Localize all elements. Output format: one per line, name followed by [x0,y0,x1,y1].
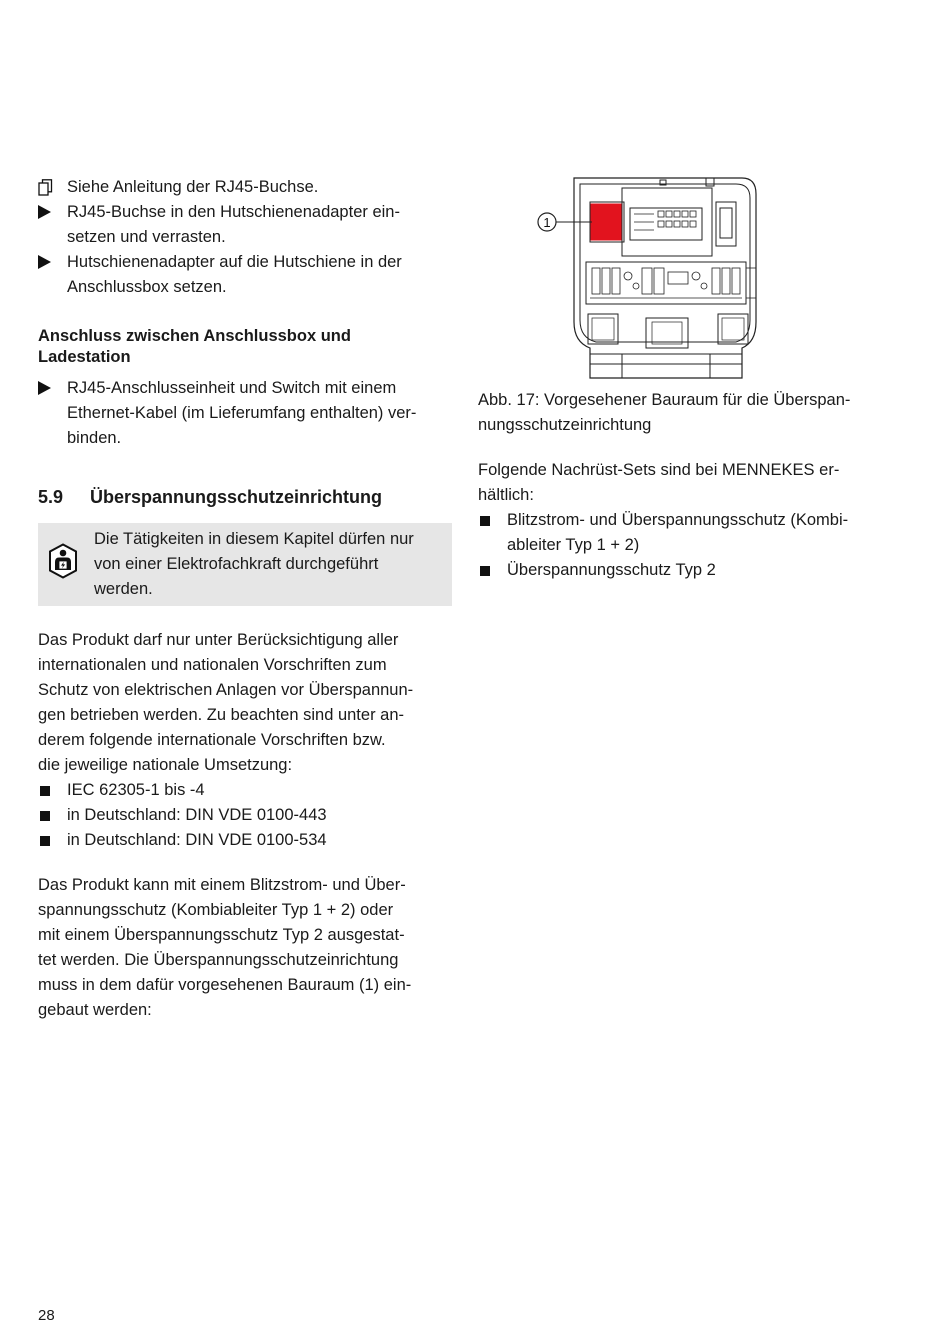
steps-list-1 [38,175,452,300]
list-item [38,828,452,853]
bullet-square-icon [38,803,60,829]
retrofit-intro: Folgende Nachrüst-Sets sind bei MENNEKES er- hältlich: [478,461,840,504]
list-item-text: in Deutschland: DIN VDE 0100-443 [67,806,327,824]
reference-step [38,175,452,200]
list-item [478,508,898,558]
list-item [38,803,452,828]
left-column [38,175,452,1023]
section-heading [38,485,452,509]
list-item-text: Blitzstrom- und Überspannungsschutz (Kombi- ableiter Typ 1 + 2) [507,511,849,554]
step-text: Hutschienenadapter auf die Hutschiene in der Anschlussbox setzen. [67,253,402,296]
warning-text: Die Tätigkeiten in diesem Kapitel dürfen nur von einer Elektrofachkraft durchgeführt werden. [94,530,414,598]
electrician-icon [46,543,80,587]
bullet-square-icon [478,558,500,584]
retrofit-list [478,508,898,583]
list-item [38,778,452,803]
paragraph-installation: Das Produkt kann mit einem Blitzstrom- und Über- spannungsschutz (Kombiableiter Typ 1 + 2) oder mit einem Überspannungsschutz Typ 2 ausgestat- tet werden. Die Überspannungsschutzeinrichtung muss in dem dafür vorgesehenen Bauraum (1) ein- gebaut werden: [38,876,412,1019]
step-text: RJ45-Anschlusseinheit und Switch mit einem Ethernet-Kabel (im Lieferumfang enthalten) ver- binden. [67,379,417,447]
subheading: Anschluss zwischen Anschlussbox und Ladestation [38,327,351,366]
steps-list-2 [38,376,452,451]
section-title: Überspannungsschutzeinrichtung [90,487,383,507]
bullet-square-icon [478,508,500,534]
action-arrow-icon [38,200,60,227]
right-column [478,175,898,583]
action-step [38,250,452,300]
figure-caption: Abb. 17: Vorgesehener Bauraum für die Überspan- nungsschutzeinrichtung [478,391,851,434]
paragraph-regulations: Das Produkt darf nur unter Berücksichtigung aller internationalen und nationalen Vorschriften zum Schutz von elektrischen Anlagen vor Überspannun- gen betrieben werden. Zu beachten sind unter an- derem folgende internationale Vorschriften bzw. die jeweilige nationale Umsetzung: [38,631,414,774]
section-number: 5.9 [38,487,64,507]
regulations-list [38,778,452,853]
list-item-text: Überspannungsschutz Typ 2 [507,561,716,579]
bullet-square-icon [38,828,60,854]
step-text: RJ45-Buchse in den Hutschienenadapter ein- setzen und verrasten. [67,203,400,246]
bullet-square-icon [38,778,60,804]
action-arrow-icon [38,250,60,277]
page-number: 28 [38,1307,55,1324]
step-text: Siehe Anleitung der RJ45-Buchse. [67,178,319,196]
action-step [38,376,452,451]
list-item [478,558,898,583]
warning-box [38,523,452,606]
action-arrow-icon [38,376,60,403]
action-step [38,200,452,250]
callout-label: 1 [543,215,551,230]
list-item-text: IEC 62305-1 bis -4 [67,781,205,799]
list-item-text: in Deutschland: DIN VDE 0100-534 [67,831,327,849]
